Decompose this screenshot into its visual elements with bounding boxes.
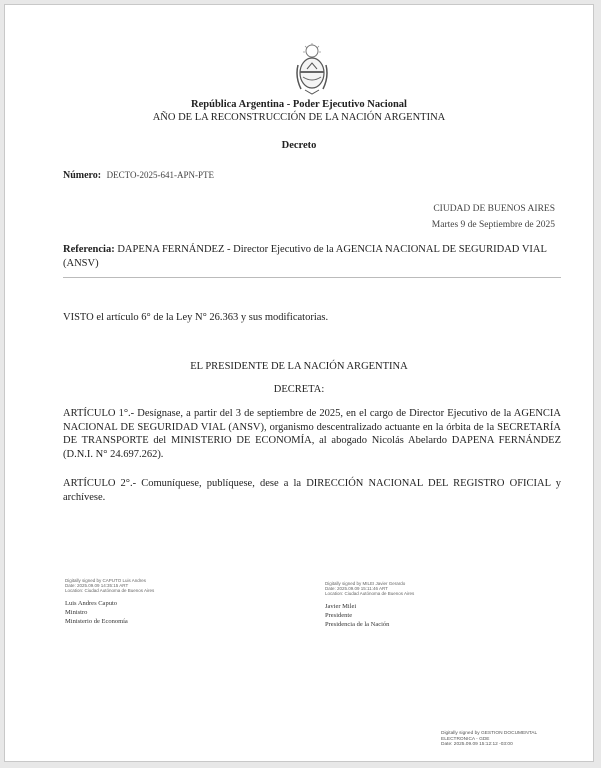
reference-label: Referencia: bbox=[63, 244, 115, 255]
document-page bbox=[4, 4, 594, 762]
articulo-2: ARTÍCULO 2°.- Comuníquese, publíquese, dese a la DIRECCIÓN NACIONAL DEL REGISTRO OFICIAL y archívese. bbox=[63, 478, 561, 503]
gde-signature-stamp bbox=[441, 731, 537, 748]
city: CIUDAD DE BUENOS AIRES bbox=[433, 204, 555, 214]
date: Martes 9 de Septiembre de 2025 bbox=[431, 220, 555, 230]
signer-name: Javier Milei bbox=[325, 602, 357, 610]
presidente-heading: EL PRESIDENTE DE LA NACIÓN ARGENTINA bbox=[190, 361, 408, 372]
gde-line3: Date: 2025.09.09 15:12:12 -03:00 bbox=[441, 742, 513, 747]
gde-line1: Digitally signed by GESTION DOCUMENTAL bbox=[441, 731, 538, 736]
digital-signature-location: Location: Ciudad Autónoma de Buenos Aires bbox=[325, 591, 415, 597]
digital-signature-date: Date: 2025.09.09 15:11:46 ART bbox=[325, 586, 388, 592]
divider bbox=[63, 277, 561, 278]
visto-paragraph: VISTO el artículo 6° de la Ley N° 26.363 y sus modificatorias. bbox=[63, 312, 329, 323]
number-label: Número: bbox=[63, 170, 102, 181]
digital-signature-line: Digitally signed by CAPUTO Luis Andres bbox=[65, 578, 146, 583]
header-line1: República Argentina - Poder Ejecutivo Nacional bbox=[191, 99, 407, 110]
signer-org: Ministerio de Economía bbox=[65, 617, 128, 625]
reference-text: DAPENA FERNÁNDEZ - Director Ejecutivo de la AGENCIA NACIONAL DE SEGURIDAD VIAL (ANSV) bbox=[63, 244, 547, 269]
signer-role: Ministro bbox=[65, 608, 88, 616]
number-value: DECTO-2025-641-APN-PTE bbox=[106, 170, 214, 180]
digital-signature-date: Date: 2025.09.09 14:35:15 ART bbox=[65, 583, 129, 589]
signer-org: Presidencia de la Nación bbox=[325, 620, 390, 628]
coat-of-arms-icon bbox=[295, 43, 329, 95]
signature-block-minister bbox=[65, 578, 154, 626]
document-number bbox=[63, 170, 214, 181]
reference bbox=[63, 243, 561, 270]
articulo-1: ARTÍCULO 1°.- Desígnase, a partir del 3 de septiembre de 2025, en el cargo de Director Ejecutivo de la AGENCIA NACIONAL DE SEGURIDAD VIAL (ANSV), organismo descentralizado actuante en la órbita de la SECRETARÍA DE TRANSPORTE del MINISTERIO DE ECONOMÍA, al abogado Nicolás Abelardo DAPENA FERNÁNDEZ (D.N.I. N° 24.697.262). bbox=[63, 408, 561, 460]
digital-signature-line: Digitally signed by MILEI Javier Gerardo bbox=[325, 581, 406, 586]
decreta-heading: DECRETA: bbox=[273, 384, 325, 395]
signature-block-president bbox=[325, 581, 414, 629]
gde-line2: ELECTRONICA - GDE bbox=[441, 736, 490, 742]
header-line2: AÑO DE LA RECONSTRUCCIÓN DE LA NACIÓN ARGENTINA bbox=[152, 112, 446, 123]
document-type: Decreto bbox=[281, 140, 317, 151]
digital-signature-location: Location: Ciudad Autónoma de Buenos Aires bbox=[65, 588, 155, 594]
signer-name: Luis Andres Caputo bbox=[65, 599, 117, 607]
signer-role: Presidente bbox=[325, 611, 353, 619]
place-date bbox=[432, 201, 555, 233]
